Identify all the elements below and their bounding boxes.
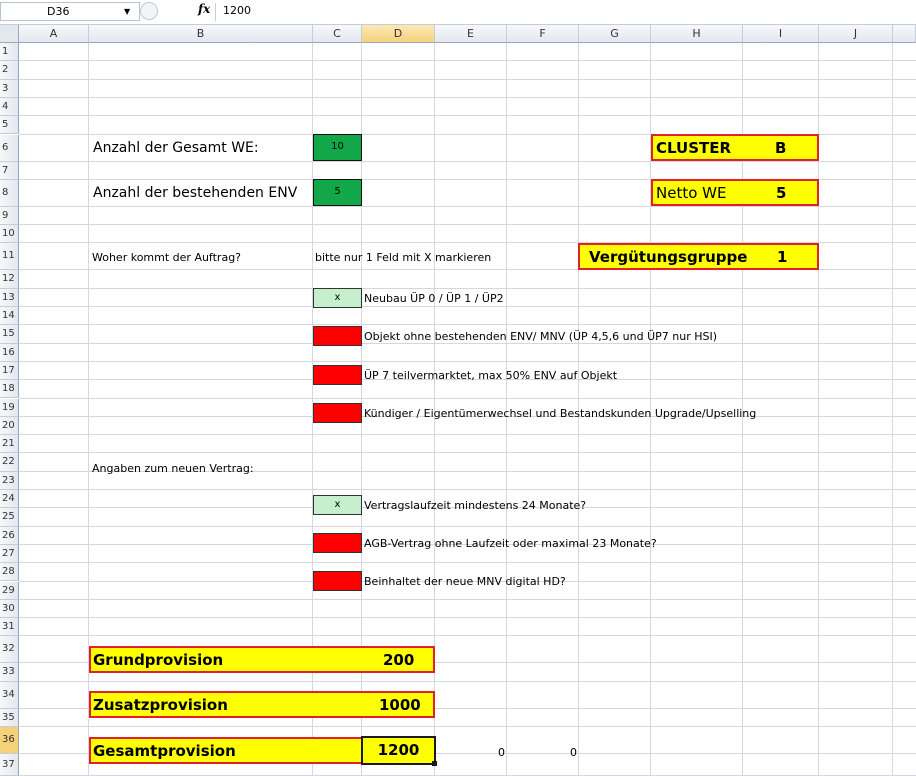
netto-we-value: 5 (776, 184, 787, 202)
row-header-10[interactable]: 10 (0, 225, 19, 243)
row-header-7[interactable]: 7 (0, 162, 19, 180)
row-header-16[interactable]: 16 (0, 344, 19, 362)
env-input[interactable]: 5 (313, 179, 362, 206)
row-header-33[interactable]: 33 (0, 663, 19, 681)
option-objekt-label: Objekt ohne bestehenden ENV/ MNV (ÜP 4,5,6 und ÜP7 nur HSI) (364, 330, 718, 343)
zusatzprovision-value: 1000 (379, 696, 421, 714)
row-header-27[interactable]: 27 (0, 545, 19, 563)
grid-row-line (19, 60, 916, 61)
grid-row-line (19, 361, 916, 362)
auftrag-hint: bitte nur 1 Feld mit X markieren (315, 251, 492, 264)
netto-we-box (651, 179, 819, 206)
grid-column-line (892, 43, 893, 776)
grid-row-line (19, 489, 916, 490)
row-header-22[interactable]: 22 (0, 453, 19, 471)
column-header-b[interactable]: B (89, 25, 313, 43)
option-kuendiger-checkbox[interactable] (313, 403, 362, 423)
grid-row-line (19, 324, 916, 325)
row-header-36[interactable]: 36 (0, 727, 19, 754)
netto-we-label: Netto WE (656, 184, 727, 202)
grid-row-line (19, 681, 916, 682)
grundprovision-box (89, 646, 435, 673)
row-header-18[interactable]: 18 (0, 380, 19, 398)
function-icon[interactable]: fx (198, 2, 211, 16)
row-header-25[interactable]: 25 (0, 508, 19, 526)
grid-row-line (19, 617, 916, 618)
row-header-5[interactable]: 5 (0, 116, 19, 134)
row-header-2[interactable]: 2 (0, 61, 19, 79)
grid-row-line (19, 526, 916, 527)
verguetung-label: Vergütungsgruppe (589, 248, 748, 266)
cluster-box (651, 134, 819, 161)
env-label: Anzahl der bestehenden ENV (93, 185, 298, 201)
selected-cell-d36[interactable]: 1200 (361, 736, 436, 765)
cell-f36: 0 (570, 746, 577, 759)
row-header-30[interactable]: 30 (0, 600, 19, 618)
row-header-26[interactable]: 26 (0, 527, 19, 545)
row-header-13[interactable]: 13 (0, 289, 19, 307)
gesamt-we-input[interactable]: 10 (313, 134, 362, 161)
grid-row-line (19, 224, 916, 225)
auftrag-question: Woher kommt der Auftrag? (92, 251, 242, 264)
option-agb-label: AGB-Vertrag ohne Laufzeit oder maximal 23 Monate? (364, 537, 657, 550)
grid-row-line (19, 288, 916, 289)
grid-row-line (19, 97, 916, 98)
option-neubau-checkbox[interactable]: x (313, 288, 362, 308)
chevron-down-icon[interactable]: ▼ (124, 7, 131, 16)
column-header-a[interactable]: A (19, 25, 89, 43)
row-header-24[interactable]: 24 (0, 490, 19, 508)
column-header-next[interactable] (893, 25, 916, 43)
row-header-20[interactable]: 20 (0, 417, 19, 435)
option-kuendiger-label: Kündiger / Eigentümerwechsel und Bestandskunden Upgrade/Upselling (364, 407, 757, 420)
formula-bar (0, 0, 916, 25)
row-header-9[interactable]: 9 (0, 207, 19, 225)
option-objekt-checkbox[interactable] (313, 326, 362, 346)
option-laufzeit24-label: Vertragslaufzeit mindestens 24 Monate? (364, 499, 587, 512)
option-agb-checkbox[interactable] (313, 533, 362, 553)
option-uep7-checkbox[interactable] (313, 365, 362, 385)
cell-reference: D36 (47, 5, 70, 18)
grid-row-line (19, 434, 916, 435)
formula-divider (215, 3, 216, 21)
row-header-19[interactable]: 19 (0, 399, 19, 417)
grid-row-line (19, 726, 916, 727)
column-header-c[interactable]: C (313, 25, 362, 43)
formula-input[interactable]: 1200 (223, 4, 251, 17)
grid-row-line (19, 398, 916, 399)
fill-handle[interactable] (432, 761, 437, 766)
formula-options-icon[interactable] (140, 2, 158, 20)
column-header-h[interactable]: H (651, 25, 743, 43)
verguetung-value: 1 (777, 248, 788, 266)
column-header-i[interactable]: I (743, 25, 819, 43)
option-hd-label: Beinhaltet der neue MNV digital HD? (364, 575, 566, 588)
row-header-29[interactable]: 29 (0, 582, 19, 600)
grid-row-line (19, 306, 916, 307)
row-header-1[interactable]: 1 (0, 43, 19, 61)
row-header-21[interactable]: 21 (0, 435, 19, 453)
column-header-f[interactable]: F (507, 25, 579, 43)
row-header-8[interactable]: 8 (0, 180, 19, 207)
row-header-14[interactable]: 14 (0, 307, 19, 325)
column-header-g[interactable]: G (579, 25, 651, 43)
grundprovision-label: Grundprovision (93, 651, 224, 669)
cluster-value: B (775, 139, 787, 157)
column-header-d[interactable]: D (362, 25, 435, 43)
grid-row-line (19, 635, 916, 636)
row-header-23[interactable]: 23 (0, 472, 19, 490)
row-header-4[interactable]: 4 (0, 98, 19, 116)
row-header-34[interactable]: 34 (0, 682, 19, 709)
option-hd-checkbox[interactable] (313, 571, 362, 591)
column-header-j[interactable]: J (819, 25, 893, 43)
row-header-3[interactable]: 3 (0, 80, 19, 98)
option-uep7-label: ÜP 7 teilvermarktet, max 50% ENV auf Objekt (364, 369, 618, 382)
cell-e36: 0 (498, 746, 505, 759)
gesamt-we-label: Anzahl der Gesamt WE: (93, 140, 259, 156)
row-header-32[interactable]: 32 (0, 636, 19, 663)
option-neubau-label: Neubau ÜP 0 / ÜP 1 / ÜP2 (364, 292, 504, 305)
grid-row-line (19, 452, 916, 453)
row-header-37[interactable]: 37 (0, 754, 19, 776)
cluster-label: CLUSTER (656, 139, 732, 157)
grid-row-line (19, 562, 916, 563)
row-header-11[interactable]: 11 (0, 243, 19, 270)
name-box[interactable] (0, 2, 140, 21)
column-header-e[interactable]: E (435, 25, 507, 43)
grid-row-line (19, 79, 916, 80)
gesamtprovision-label: Gesamtprovision (93, 742, 236, 760)
row-header-12[interactable]: 12 (0, 270, 19, 288)
select-all-corner[interactable] (0, 25, 19, 43)
row-header-35[interactable]: 35 (0, 709, 19, 727)
verguetung-box (578, 243, 819, 270)
vertrag-heading: Angaben zum neuen Vertrag: (92, 462, 254, 475)
row-header-6[interactable]: 6 (0, 135, 19, 162)
option-laufzeit24-checkbox[interactable]: x (313, 495, 362, 515)
row-header-17[interactable]: 17 (0, 362, 19, 380)
grid-row-line (19, 599, 916, 600)
zusatzprovision-label: Zusatzprovision (93, 696, 228, 714)
row-header-31[interactable]: 31 (0, 618, 19, 636)
grid-row-line (19, 115, 916, 116)
grundprovision-value: 200 (383, 651, 415, 669)
row-header-15[interactable]: 15 (0, 325, 19, 343)
row-header-28[interactable]: 28 (0, 563, 19, 581)
zusatzprovision-box (89, 691, 435, 718)
